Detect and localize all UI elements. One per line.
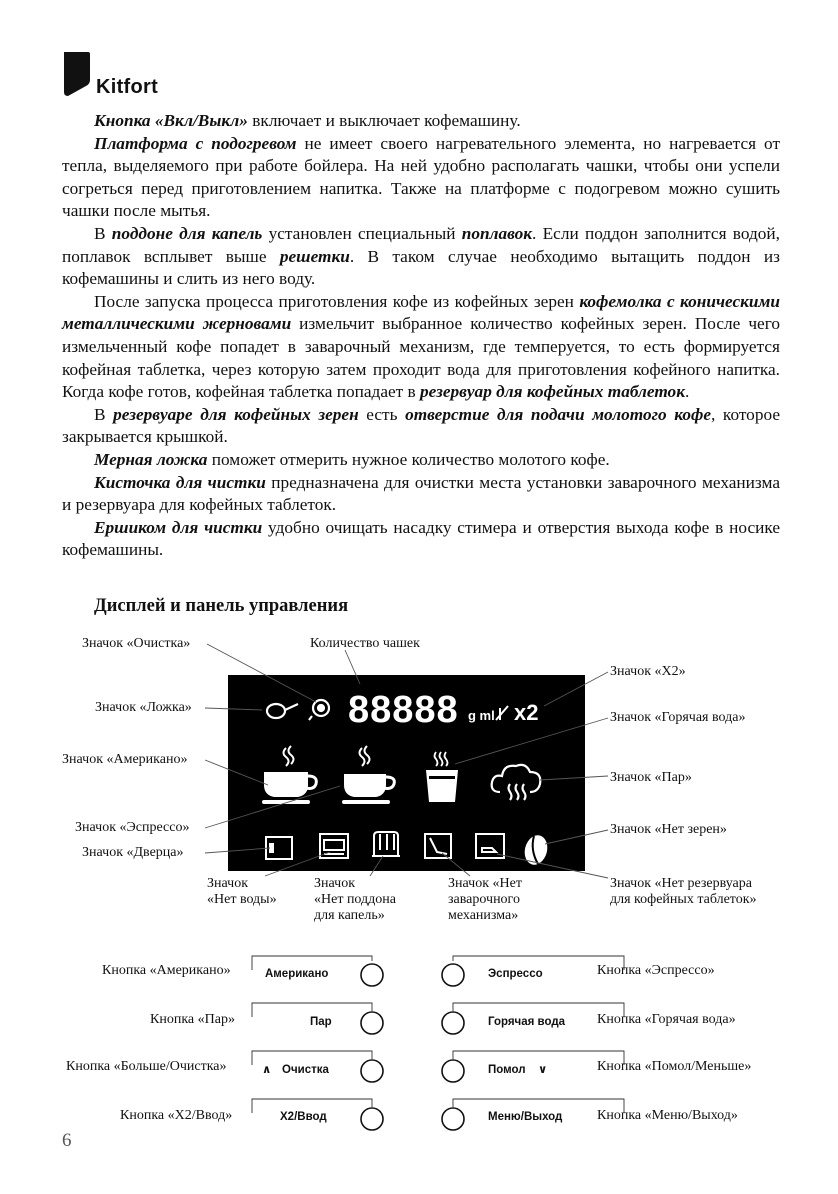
label-btn-espresso: Кнопка «Эспрессо»: [597, 963, 715, 978]
display-diagram: [0, 620, 838, 940]
text-run: , которое закрывается крышкой.: [62, 404, 780, 447]
label-btn-menu: Кнопка «Меню/Выход»: [597, 1108, 738, 1123]
text-run: измельчит выбранное количество кофейных зерен. После чего измельченный кофе попадет в заварочный механизм, где темперуется, то есть формируется кофейная таблетка, через которую затем проходит вода для приготовления кофейного напитка. Когда кофе готов, кофейная таблетка попадает в: [62, 314, 781, 402]
body-text: [62, 110, 780, 562]
emphasis-term: отверстие для подачи молотого кофе: [405, 404, 712, 424]
emphasis-term: Кнопка «Вкл/Выкл»: [94, 111, 248, 130]
label-no-tray: Значок «Нет поддона для капель»: [314, 876, 396, 923]
label-spoon: Значок «Ложка»: [95, 700, 192, 715]
units-readout: g ml: [468, 708, 495, 723]
emphasis-term: кофемолка с коническими металлическими жерновами: [62, 291, 780, 334]
kitfort-logo-icon: [62, 50, 92, 96]
label-americano: Значок «Американо»: [62, 752, 188, 767]
page-number: 6: [62, 1130, 72, 1151]
chevron-up-icon: ∧: [262, 1064, 272, 1076]
emphasis-term: поддоне для капель: [111, 223, 263, 243]
text-run: есть: [358, 404, 406, 424]
btn-text-cleaning: Очистка: [282, 1064, 329, 1076]
brand-name: Kitfort: [96, 76, 159, 98]
text-run: . Если поддон заполнится водой, поплавок всплывет выше: [62, 223, 780, 266]
label-no-container: Значок «Нет резервуара для кофейных таблеток»: [610, 876, 757, 907]
emphasis-term: Ершиком для чистки: [94, 517, 263, 537]
text-run: .: [684, 382, 690, 402]
menu-exit-button[interactable]: [442, 1108, 464, 1130]
label-btn-steam: Кнопка «Пар»: [150, 1012, 235, 1027]
text-run: В: [94, 223, 112, 243]
body-paragraph: [62, 517, 780, 562]
digits-readout: 88888: [348, 689, 459, 731]
emphasis-term: резервуар для кофейных таблеток: [420, 382, 685, 402]
grind-less-button[interactable]: [442, 1060, 464, 1082]
brand-logo: [62, 50, 202, 100]
text-run: удобно очищать насадку стимера и отверстия выхода кофе в носике кофемашины.: [62, 517, 780, 560]
btn-text-menu: Меню/Выход: [488, 1111, 563, 1123]
btn-text-x2: X2/Ввод: [280, 1111, 327, 1123]
btn-text-steam: Пар: [310, 1016, 332, 1028]
label-btn-more: Кнопка «Больше/Очистка»: [66, 1059, 227, 1074]
label-btn-grind: Кнопка «Помол/Меньше»: [597, 1059, 752, 1074]
text-run: поможет отмерить нужное количество молотого кофе.: [207, 449, 610, 469]
label-door: Значок «Дверца»: [82, 845, 184, 860]
btn-text-espresso: Эспрессо: [488, 968, 543, 980]
text-run: предназначена для очистки места установки заварочного механизма и резервуара для кофейных таблеток.: [62, 472, 780, 515]
body-paragraph: [62, 404, 780, 449]
emphasis-term: решетки: [279, 246, 350, 266]
emphasis-term: резервуаре для кофейных зерен: [113, 404, 359, 424]
label-btn-hot-water: Кнопка «Горячая вода»: [597, 1012, 736, 1027]
section-title: Дисплей и панель управления: [94, 596, 349, 616]
more-cleaning-button[interactable]: [361, 1060, 383, 1082]
label-no-water: Значок «Нет воды»: [207, 876, 277, 907]
emphasis-term: Кисточка для чистки: [94, 472, 266, 492]
body-paragraph: [62, 133, 780, 223]
americano-button[interactable]: [361, 964, 383, 986]
btn-text-grind: Помол: [488, 1064, 526, 1076]
body-paragraph: [62, 110, 780, 133]
label-btn-x2: Кнопка «X2/Ввод»: [120, 1108, 233, 1123]
label-no-brew: Значок «Нет заварочного механизма»: [448, 876, 522, 923]
body-paragraph: [62, 472, 780, 517]
emphasis-term: Мерная ложка: [94, 449, 208, 469]
label-cups: Количество чашек: [310, 636, 420, 651]
body-paragraph: [62, 291, 780, 404]
x2-enter-button[interactable]: [361, 1108, 383, 1130]
label-cleaning: Значок «Очистка»: [82, 636, 191, 651]
text-run: включает и выключает кофемашину.: [247, 111, 521, 130]
label-espresso: Значок «Эспрессо»: [75, 820, 190, 835]
body-paragraph: [62, 223, 780, 291]
emphasis-term: поплавок: [461, 223, 533, 243]
espresso-button[interactable]: [442, 964, 464, 986]
chevron-down-icon: ∨: [538, 1064, 548, 1076]
x2-readout: x2: [514, 700, 539, 725]
btn-text-hot-water: Горячая вода: [488, 1016, 566, 1028]
label-btn-americano: Кнопка «Американо»: [102, 963, 231, 978]
text-run: . В таком случае необходимо вытащить поддон из кофемашины и слить из него воду.: [62, 246, 780, 289]
text-run: не имеет своего нагревательного элемента, но нагревается от тепла, выделяемого при работе бойлера. На ней удобно располагать чашки, чтобы они успели согреться перед приготовлением напитка. Также на платформе с подогревом можно сушить чашки после мытья.: [62, 133, 780, 221]
body-paragraph: [62, 449, 780, 472]
steam-button[interactable]: [361, 1012, 383, 1034]
label-steam: Значок «Пар»: [610, 770, 692, 785]
hot-water-button[interactable]: [442, 1012, 464, 1034]
text-run: установлен специальный: [262, 223, 462, 243]
btn-text-americano: Американо: [265, 968, 329, 980]
label-x2: Значок «X2»: [610, 664, 686, 679]
emphasis-term: Платформа с подогревом: [94, 133, 297, 153]
label-no-beans: Значок «Нет зерен»: [610, 822, 727, 837]
text-run: В: [94, 404, 114, 424]
text-run: После запуска процесса приготовления кофе из кофейных зерен: [94, 291, 580, 311]
label-hot-water: Значок «Горячая вода»: [610, 710, 746, 725]
